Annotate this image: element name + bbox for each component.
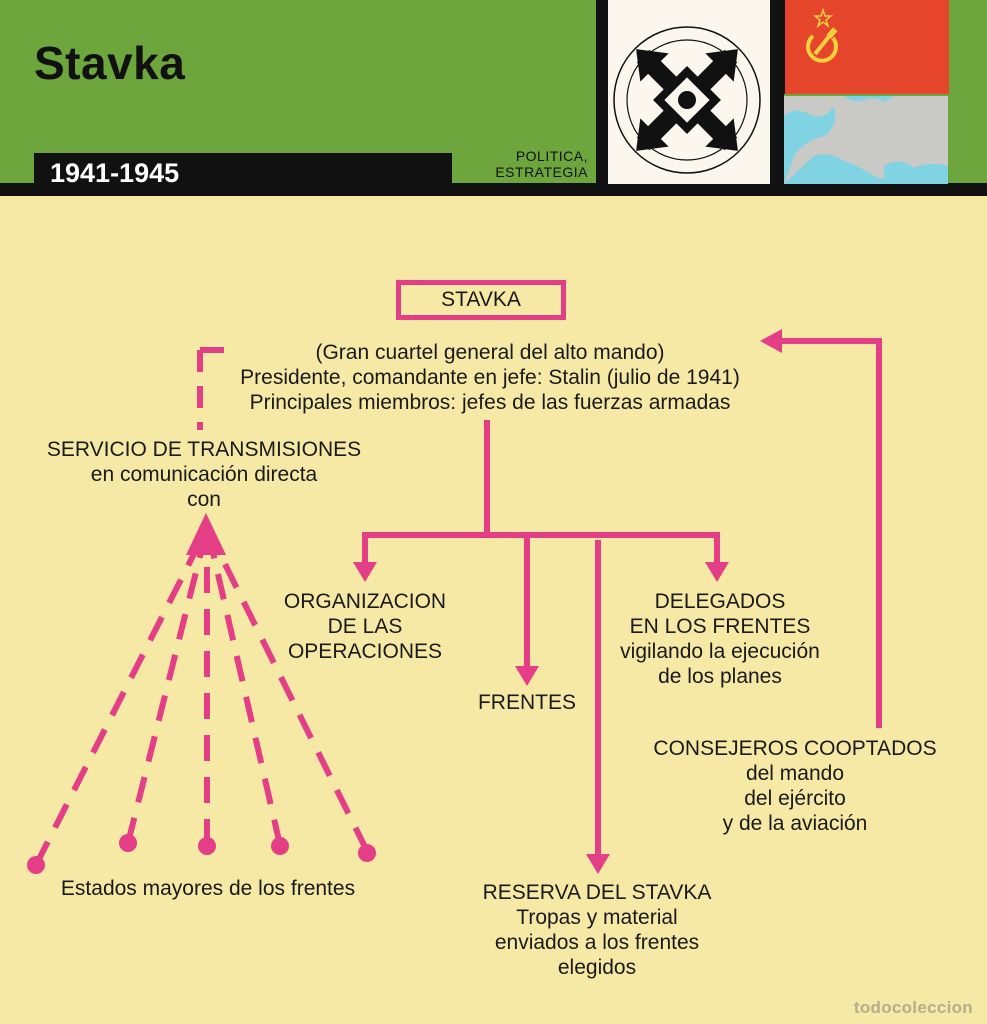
front-dot-2 [119,834,137,852]
delegados-line-3: vigilando la ejecución [620,640,820,663]
arrowhead-organizacion [353,562,377,582]
transmission-line-1 [36,548,197,865]
reserva-line-3: enviados a los frentes [494,931,700,954]
frentes-label: FRENTES [477,691,576,714]
arrowhead-delegados [705,562,729,582]
category-line-1: POLITICA, [515,148,588,164]
delegados-label [590,589,850,689]
servicio-line-1: SERVICIO DE TRANSMISIONES [46,438,362,461]
category-line-2: ESTRATEGIA [495,164,588,180]
consejeros-line-3: del ejército [744,787,846,810]
stavka-desc-line-3: Principales miembros: jefes de las fuerzas armadas [249,391,731,414]
reserva-line-1: RESERVA DEL STAVKA [482,881,712,904]
servicio-label [14,437,394,512]
organizacion-line-2: DE LAS [327,615,403,638]
stavka-desc-line-1: (Gran cuartel general del alto mando) [315,341,665,364]
stavka-desc-line-2: Presidente, comandante en jefe: Stalin (julio de 1941) [240,366,740,389]
front-dot-3 [198,837,216,855]
consejeros-label [624,736,966,836]
card-title: Stavka [34,37,186,89]
organizacion-line-3: OPERACIONES [287,640,443,663]
arrowhead-frentes [515,666,539,686]
reserva-label [440,880,754,980]
organizacion-line-1: ORGANIZACION [283,590,447,613]
years-label: 1941-1945 [50,158,180,188]
consejeros-line-1: CONSEJEROS COOPTADOS [653,737,937,760]
reserva-line-4: elegidos [557,956,637,979]
consejeros-line-2: del mando [745,762,845,785]
delegados-line-4: de los planes [658,665,782,688]
front-dot-4 [271,837,289,855]
arrowhead-reserva [586,854,610,874]
transmission-line-2 [128,548,202,843]
stavka-description [190,340,790,415]
organizacion-label [254,589,476,664]
reserva-line-2: Tropas y material [516,906,678,929]
watermark: todocoleccion [853,998,973,1017]
servicio-line-3: con [187,488,221,511]
delegados-line-1: DELEGADOS [654,590,786,613]
estados-mayores-label: Estados mayores de los frentes [60,877,356,900]
front-dot-5 [358,844,376,862]
front-dot-1 [27,856,45,874]
delegados-line-2: EN LOS FRENTES [629,615,811,638]
stavka-box: STAVKA [396,280,566,320]
consejeros-line-4: y de la aviación [722,812,868,835]
servicio-line-2: en comunicación directa [90,463,318,486]
